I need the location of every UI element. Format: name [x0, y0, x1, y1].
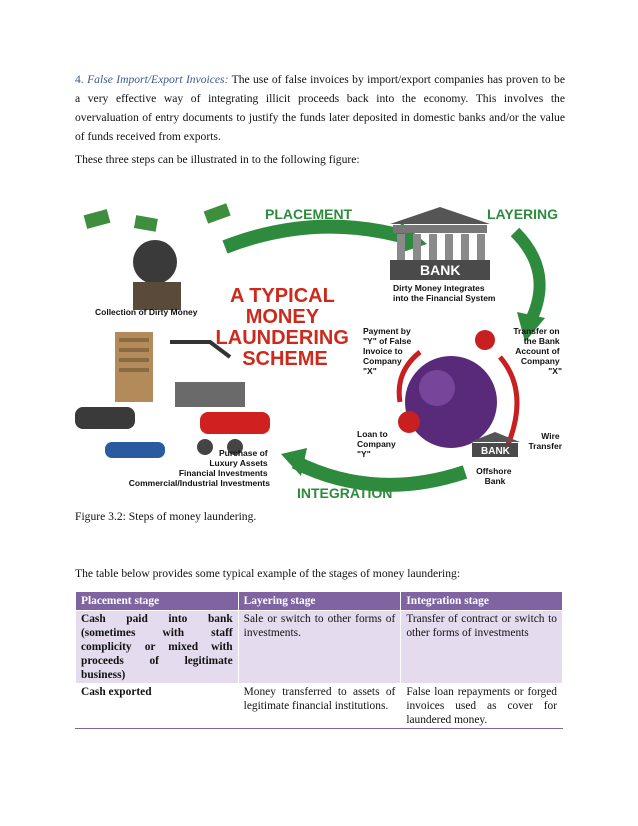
layering-label: LAYERING: [487, 206, 559, 222]
layering-arrow: [515, 232, 540, 322]
purchase-text: Purchase of Luxury Assets Financial Investments Commercial/Industrial Investments: [128, 448, 270, 488]
payment-text: Payment by "Y" of False Invoice to Company "X": [363, 326, 412, 376]
figure-svg: [75, 192, 565, 504]
placement-arrow: [225, 227, 405, 247]
table-row: [76, 611, 563, 684]
paragraph-body: The use of false invoices by import/export companies has proven to be a very effective way of integrating illicit proceeds back into the economy. This involves the overvaluation of entry documents to justify the funds later deposited in domestic banks and/or the value of funds received from exports.: [75, 73, 565, 143]
loan-text: Loan to Company "Y": [357, 429, 396, 459]
collection-label: Collection of Dirty Money: [95, 307, 198, 317]
table-cell: Money transferred to assets of legitimate financial institutions.: [238, 684, 401, 729]
offshore-text: Offshore Bank: [476, 466, 512, 486]
integration-arrow: [295, 462, 465, 485]
header-layering: Layering stage: [238, 592, 401, 611]
wire-text: Wire Transfer: [528, 431, 562, 451]
money-laundering-figure: [75, 192, 565, 504]
money-collection-icon: [84, 203, 231, 310]
cycle-arrow-right: [500, 357, 517, 447]
red-ball-top: [475, 330, 495, 350]
offshore-bank-sign: BANK: [481, 446, 510, 457]
figure-caption: Figure 3.2: Steps of money laundering.: [75, 510, 257, 523]
placement-label: PLACEMENT: [265, 206, 353, 222]
scheme-title: A TYPICAL MONEY LAUNDERING SCHEME: [215, 285, 349, 370]
transfer-text: Transfer on the Bank Account of Company "X": [513, 326, 562, 376]
luxury-assets-icon: [75, 332, 270, 458]
table-header-row: [76, 592, 563, 611]
table-row: [76, 684, 563, 729]
paragraph-intro-figure: These three steps can be illustrated in to the following figure:: [75, 153, 360, 166]
red-ball-left: [398, 411, 420, 433]
section-lead: [75, 73, 228, 86]
dirty-money-text: Dirty Money Integrates into the Financial System: [393, 283, 496, 303]
table-cell: Cash exported: [76, 684, 239, 729]
stages-table: [75, 591, 563, 729]
header-integration: Integration stage: [401, 592, 563, 611]
bank-icon: [390, 207, 490, 280]
section-number: 4.: [75, 73, 84, 86]
table-cell: Cash paid into bank (sometimes with staff complicity or mixed with proceeds of legitimate business): [76, 611, 239, 684]
paragraph-false-invoices: [75, 70, 565, 146]
integration-label: INTEGRATION: [297, 485, 393, 501]
paragraph-table-intro: The table below provides some typical example of the stages of money laundering:: [75, 567, 461, 580]
globe-icon: [405, 356, 497, 448]
header-placement: Placement stage: [76, 592, 239, 611]
section-title: False Import/Export Invoices:: [87, 73, 229, 86]
bank-sign: BANK: [420, 262, 461, 278]
table-cell: Transfer of contract or switch to other forms of investments: [401, 611, 563, 684]
table-cell: False loan repayments or forged invoices used as cover for laundered money.: [401, 684, 563, 729]
table-cell: Sale or switch to other forms of investments.: [238, 611, 401, 684]
